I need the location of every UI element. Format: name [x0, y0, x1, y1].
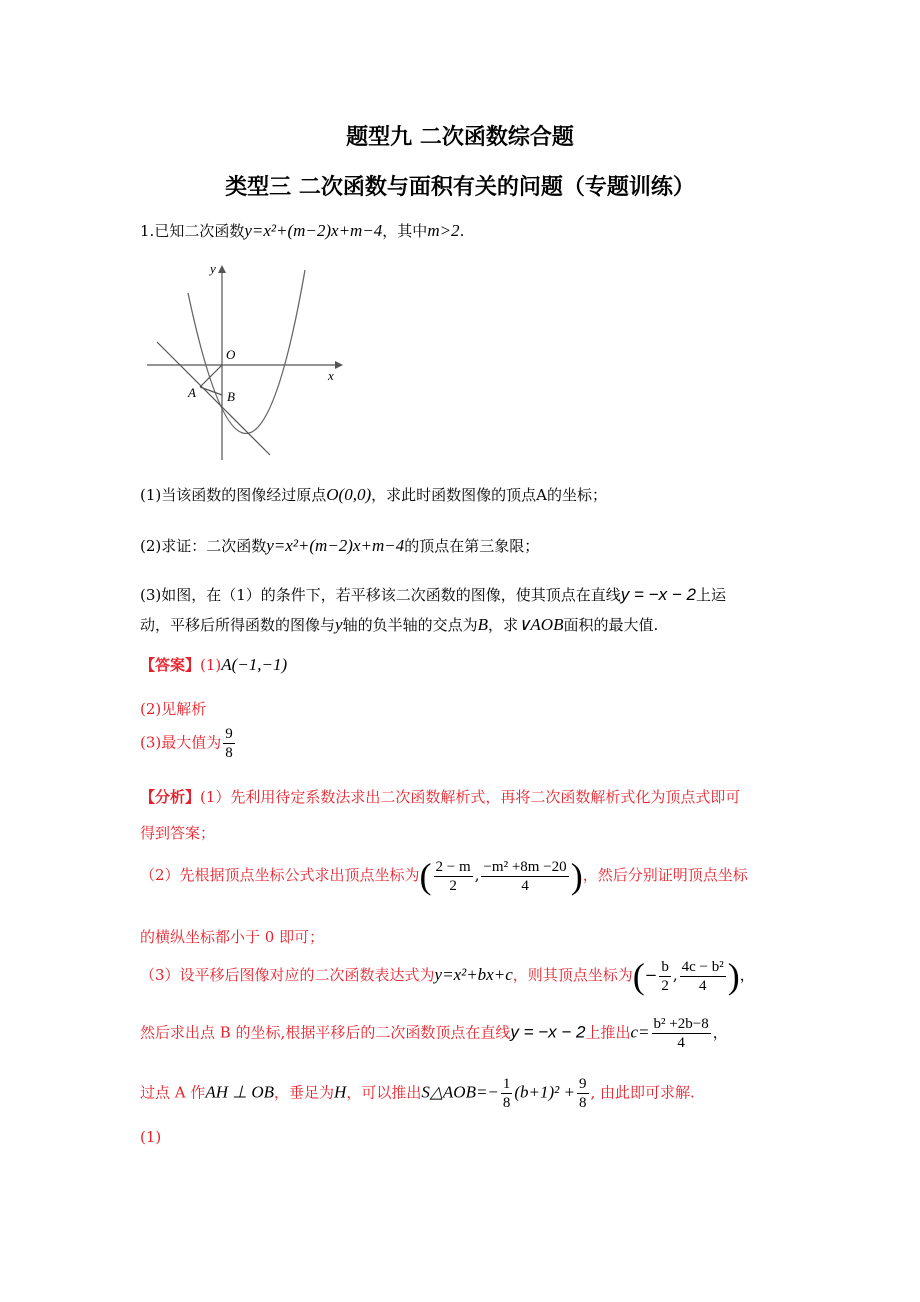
question-formula: y = −x − 2	[620, 585, 696, 604]
question-text: (1)当该函数的图像经过原点	[140, 486, 327, 504]
page-subtitle: 类型三 二次函数与面积有关的问题（专题训练）	[225, 174, 695, 200]
question-text: 轴的负半轴的交点为	[342, 616, 478, 634]
analysis-text: ，可以推出	[346, 1083, 422, 1102]
y-axis-arrow	[218, 265, 226, 273]
analysis-text: ，则其顶点坐标为	[512, 966, 633, 984]
fraction	[652, 1015, 711, 1052]
answer-1	[140, 654, 287, 675]
question-text: 的顶点在第三象限；	[404, 537, 540, 555]
stem-formula: y=x²+(m−2)x+m−4	[244, 221, 383, 240]
analysis-text: (1）先利用待定系数法求出二次函数解析式，再将二次函数解析式化为顶点式即可	[200, 788, 741, 806]
analysis-text: ，	[712, 1023, 728, 1042]
question-text: 上运	[695, 586, 726, 604]
answer-text: (3)最大值为	[140, 733, 222, 752]
label-a: A	[188, 385, 196, 400]
numerator: 9	[579, 1076, 587, 1092]
analysis-2-line-1: （2）先根据顶点坐标公式求出顶点坐标为( $\frac{2 - m}{2}$ , $\frac{\text{−m² +8m −20}}{4}$ )，然后分别证明顶点坐标	[140, 856, 748, 896]
answer-2: (2)见解析	[140, 700, 207, 718]
label-o: O	[226, 347, 236, 362]
question-text: (2)求证：二次函数	[140, 537, 267, 555]
problem-stem	[140, 220, 464, 241]
question-text: 面积的最大值.	[563, 616, 659, 634]
fraction	[680, 958, 726, 995]
stem-text: 已知二次函数	[154, 222, 245, 240]
question-formula: y=x²+(m−2)x+m−4	[266, 536, 405, 555]
stem-condition: m>2	[427, 221, 460, 240]
analysis-formula: (b+1)² +	[514, 1082, 576, 1102]
parabola-curve	[188, 270, 305, 433]
solution-part-1-label: (1)	[140, 1128, 162, 1146]
question-text: (3)如图，在（1）的条件下，若平移该二次函数的图像，使其顶点在直线	[140, 586, 621, 604]
label-b: B	[227, 389, 235, 404]
question-2	[140, 535, 539, 556]
analysis-tag: 【分析】	[140, 788, 201, 806]
analysis-text: 过点 A 作	[140, 1083, 206, 1102]
analysis-1-line-1	[140, 786, 740, 807]
analysis-formula: y = −x − 2	[510, 1022, 586, 1042]
fraction	[481, 858, 568, 895]
denominator: 4	[698, 977, 707, 994]
question-formula: O(0,0)	[326, 485, 372, 504]
analysis-3-line-3	[140, 1075, 695, 1112]
fraction	[659, 958, 671, 995]
question-text: 动，平移后所得函数的图像与	[140, 616, 336, 634]
analysis-text: 然后求出点 B 的坐标,根据平移后的二次函数顶点在直线	[140, 1023, 511, 1042]
question-formula: y	[335, 615, 343, 634]
answer-3	[140, 725, 237, 762]
analysis-text: 上推出	[585, 1023, 631, 1042]
analysis-3-line-1: （3）设平移后图像对应的二次函数表达式为y=x²+bx+c，则其顶点坐标为(− $\frac{b}{2}$ , $\frac{\text{4c − b²}}{4}$ )，	[140, 956, 755, 996]
denominator: 4	[677, 1035, 685, 1051]
x-axis-arrow	[335, 361, 343, 369]
analysis-text: （3）设平移后图像对应的二次函数表达式为	[140, 966, 435, 984]
page-title: 题型九 二次函数综合题	[346, 124, 574, 150]
denominator: 8	[225, 745, 233, 761]
denominator: 4	[521, 877, 529, 894]
analysis-formula: y=x²+bx+c	[434, 965, 513, 984]
analysis-text: ，	[739, 966, 755, 984]
analysis-1-line-2: 得到答案；	[140, 824, 216, 842]
numerator: b² +2b−8	[653, 1016, 709, 1032]
numerator: 1	[502, 1076, 511, 1092]
parabola-figure	[140, 255, 350, 470]
fraction	[501, 1075, 513, 1112]
analysis-formula: c=	[630, 1022, 650, 1042]
denominator: 8	[579, 1095, 587, 1111]
segment-ao	[200, 365, 222, 387]
label-y: y	[210, 261, 216, 276]
fraction	[434, 858, 473, 895]
analysis-formula: AH ⊥ OB	[205, 1082, 275, 1102]
question-1	[140, 484, 607, 505]
problem-number: 1.	[140, 222, 155, 240]
denominator: 8	[502, 1095, 511, 1111]
answer-formula: A(−1,−1)	[221, 655, 288, 674]
question-text: ，求此时函数图像的顶点A的坐标；	[371, 486, 607, 504]
denominator: 2	[449, 877, 457, 894]
answer-tag: 【答案】	[140, 656, 201, 674]
analysis-2-line-2: 的横纵坐标都小于 0 即可；	[140, 928, 325, 946]
question-text: ，求	[487, 616, 518, 634]
denominator: 2	[661, 977, 669, 994]
segment-ab	[200, 387, 222, 395]
analysis-formula: S△AOB=−	[421, 1082, 499, 1102]
graph-svg	[140, 255, 350, 470]
label-x: x	[328, 368, 334, 383]
numerator: −m² +8m −20	[483, 858, 567, 875]
analysis-text: ，垂足为	[274, 1083, 335, 1102]
question-3-line-1	[140, 584, 726, 605]
numerator: 9	[225, 726, 233, 742]
analysis-3-line-2	[140, 1015, 728, 1052]
numerator: 2 − m	[435, 858, 471, 875]
stem-text: .	[459, 222, 465, 240]
fraction	[223, 725, 235, 762]
analysis-formula: H	[334, 1082, 347, 1102]
analysis-text: , 由此即可求解.	[590, 1083, 695, 1102]
stem-text: ，其中	[382, 222, 428, 240]
question-3-line-2	[140, 614, 658, 635]
analysis-text: （2）先根据顶点坐标公式求出顶点坐标为	[140, 866, 420, 884]
numerator: b	[661, 958, 669, 975]
question-formula: ∨AOB	[517, 615, 564, 634]
question-formula: B	[477, 615, 488, 634]
analysis-text: ，然后分别证明顶点坐标	[582, 866, 748, 884]
line-y-neg-x-minus-2	[157, 342, 270, 455]
numerator: 4c − b²	[681, 958, 724, 975]
answer-text: (1)	[200, 656, 222, 674]
fraction	[577, 1075, 589, 1112]
